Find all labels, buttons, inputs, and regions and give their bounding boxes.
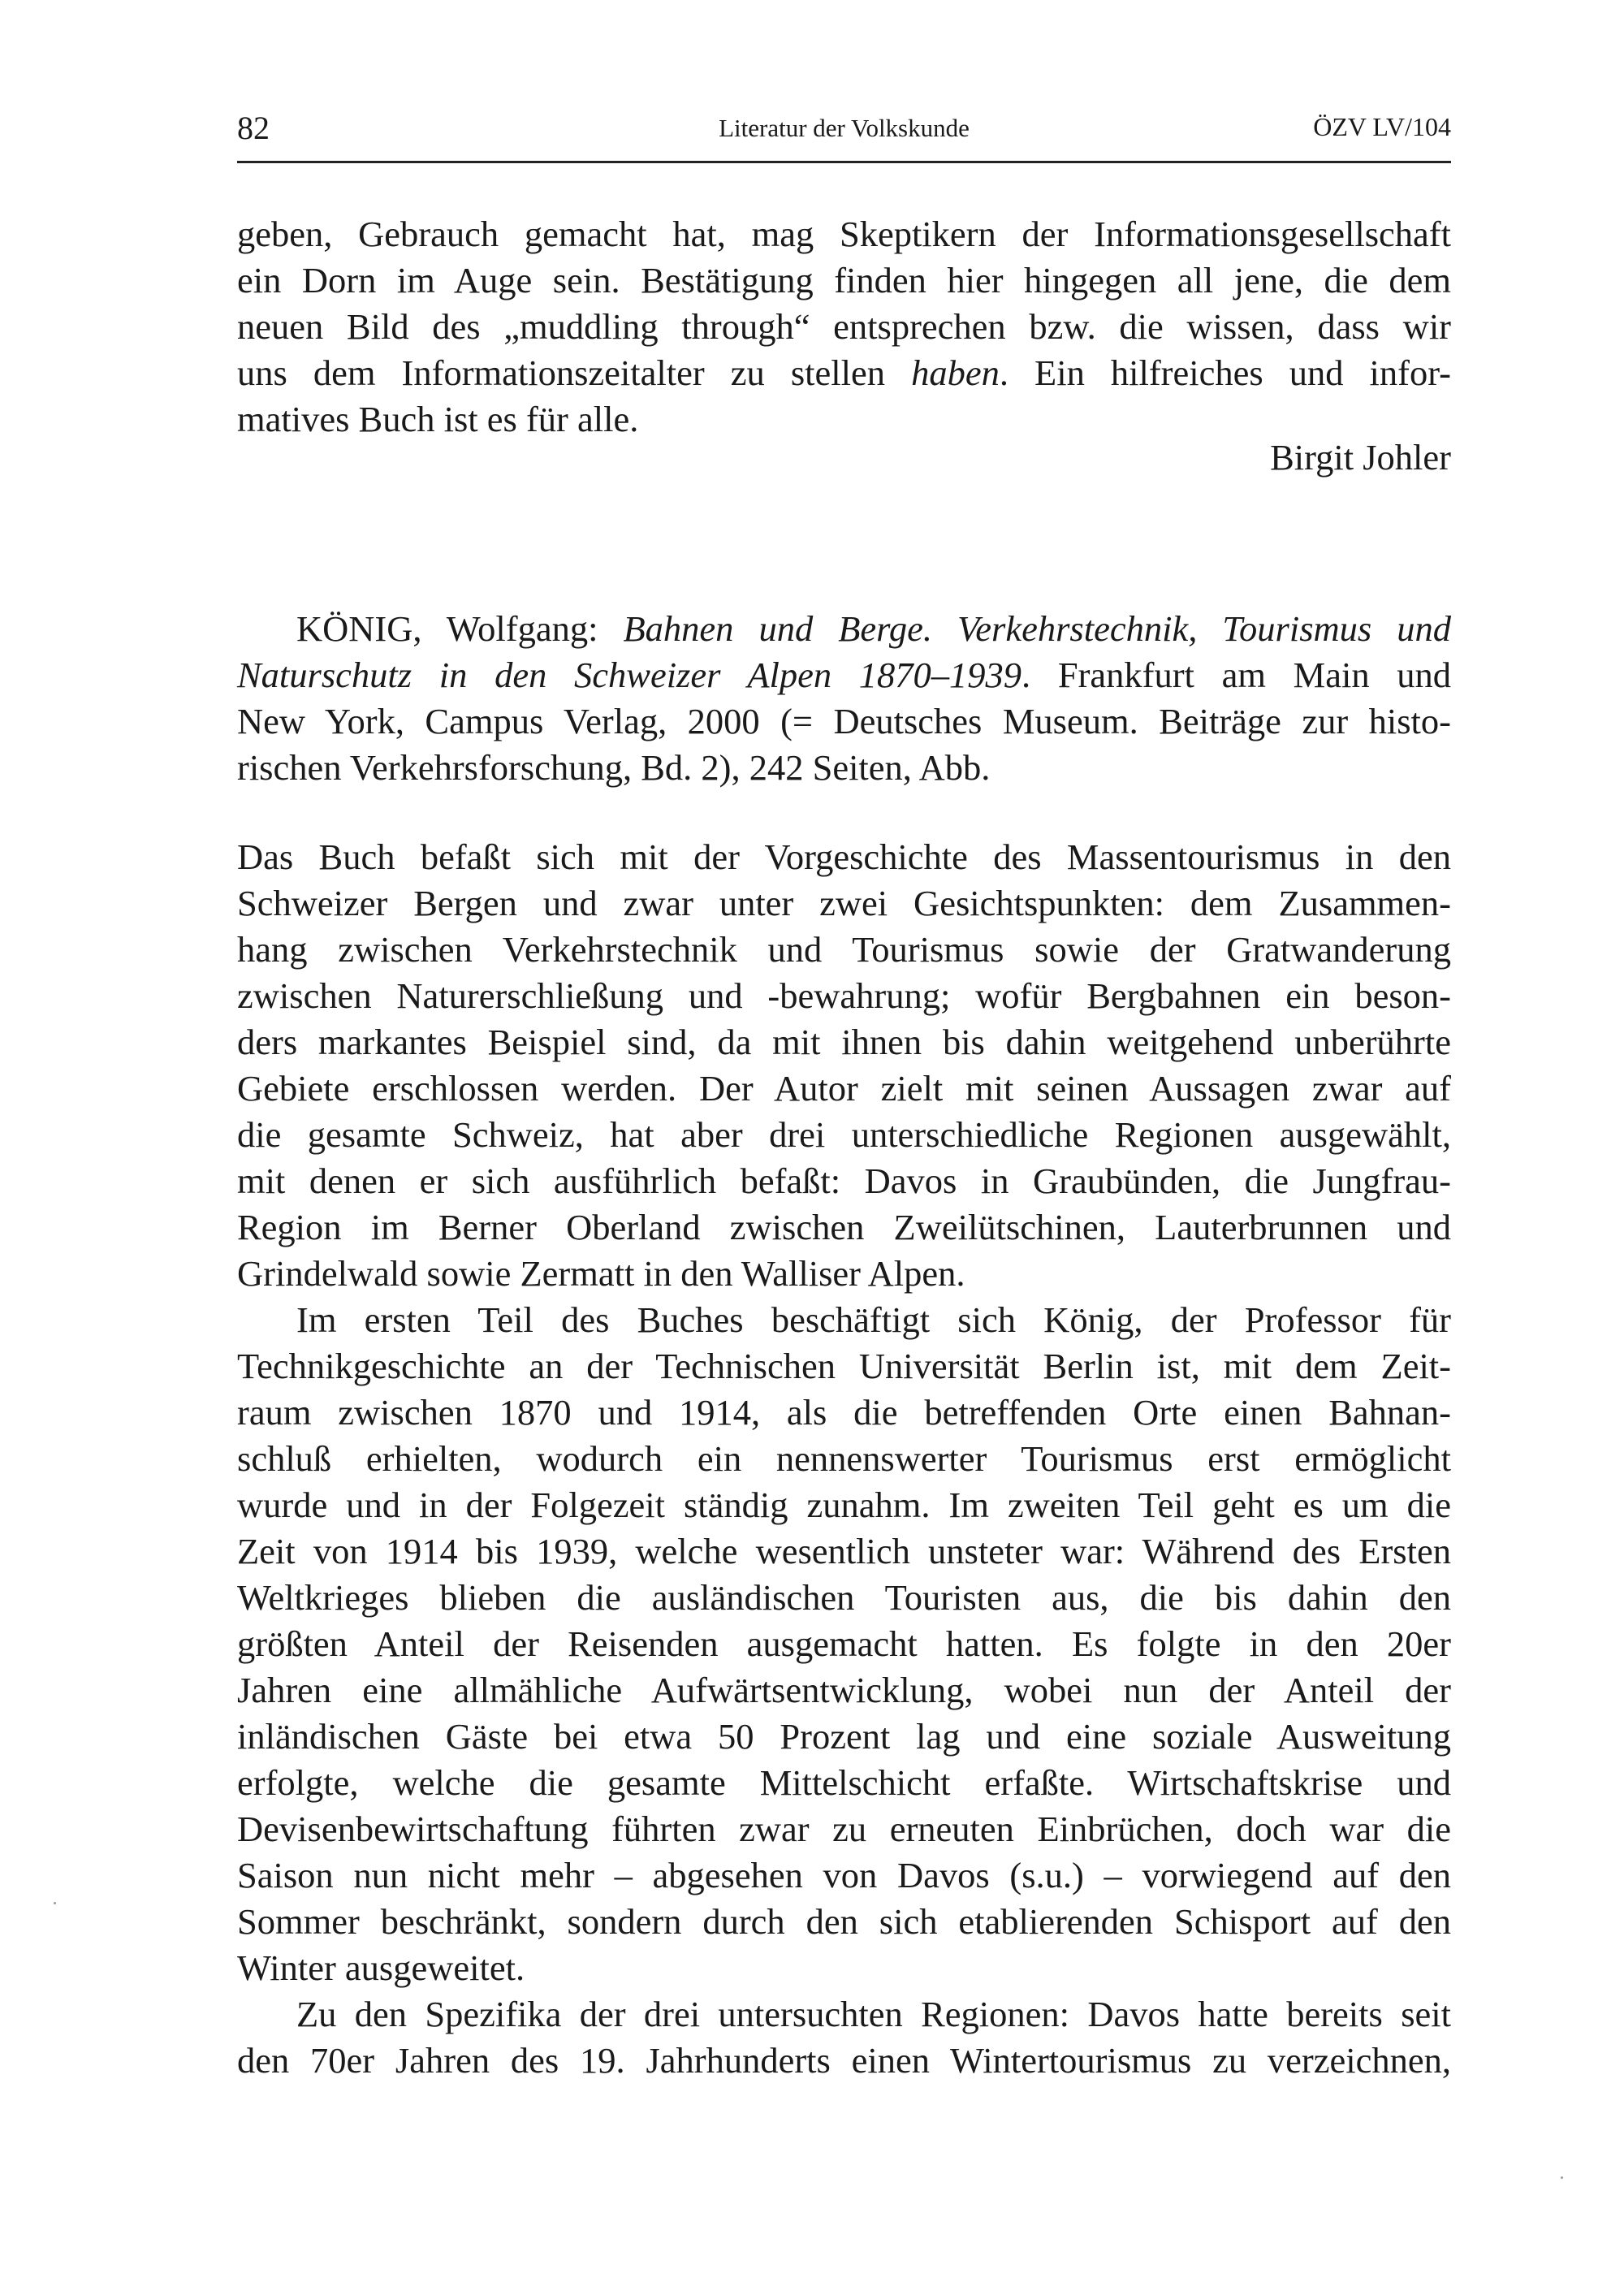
header-rule [237, 161, 1451, 163]
body-line: wurde und in der Folgezeit ständig zunahm. Im zweiten Teil geht es um die [237, 1485, 1451, 1525]
body-line: zwischen Naturerschließung und -bewahrung; wofür Bergbahnen ein beson- [237, 975, 1451, 1016]
body-line: ders markantes Beispiel sind, da mit ihnen bis dahin weitgehend unberührte [237, 1022, 1451, 1062]
body-line: Grindelwald sowie Zermatt in den Walliser Alpen. [237, 1253, 965, 1294]
body-line: inländischen Gäste bei etwa 50 Prozent lag und eine soziale Ausweitung [237, 1716, 1451, 1757]
body-line: Das Buch befaßt sich mit der Vorgeschichte des Massentourismus in den [237, 836, 1451, 877]
body-line: erfolgte, welche die gesamte Mittelschicht erfaßte. Wirtschaftskrise und [237, 1762, 1451, 1803]
body-line: Schweizer Bergen und zwar unter zwei Gesichtspunkten: dem Zusammen- [237, 883, 1451, 923]
previous-review-line: geben, Gebrauch gemacht hat, mag Skeptikern der Informationsgesellschaft [237, 214, 1451, 254]
scan-speck [54, 1902, 56, 1904]
running-header [237, 104, 1451, 161]
body-line: Gebiete erschlossen werden. Der Autor zielt mit seinen Aussagen zwar auf [237, 1068, 1451, 1109]
journal-issue: ÖZV LV/104 [1313, 112, 1451, 141]
emphasis: haben [911, 352, 1000, 393]
body-line: Sommer beschränkt, sondern durch den sich etablierenden Schisport auf den [237, 1901, 1451, 1942]
body-line: den 70er Jahren des 19. Jahrhunderts einen Wintertourismus zu verzeichnen, [237, 2040, 1451, 2081]
body-line: Technikgeschichte an der Technischen Universität Berlin ist, mit dem Zeit- [237, 1346, 1451, 1386]
citation-line [296, 607, 1451, 650]
body-line: mit denen er sich ausführlich befaßt: Davos in Graubünden, die Jungfrau- [237, 1160, 1451, 1201]
citation-line: New York, Campus Verlag, 2000 (= Deutsches Museum. Beiträge zur histo- [237, 701, 1451, 741]
body-line: Im ersten Teil des Buches beschäftigt sich König, der Professor für [296, 1299, 1451, 1340]
body-line: Devisenbewirtschaftung führten zwar zu erneuten Einbrüchen, doch war die [237, 1809, 1451, 1849]
journal-section-title: Literatur der Volkskunde [719, 114, 970, 142]
body-line: schluß erhielten, wodurch ein nennenswerter Tourismus erst ermöglicht [237, 1438, 1451, 1479]
body-line: Zu den Spezifika der drei untersuchten Regionen: Davos hatte bereits seit [296, 1994, 1451, 2034]
scan-speck [1561, 2176, 1563, 2179]
previous-review-line: ein Dorn im Auge sein. Bestätigung finden hier hingegen all jene, die dem [237, 260, 1451, 300]
body-line: Zeit von 1914 bis 1939, welche wesentlich unsteter war: Während des Ersten [237, 1531, 1451, 1571]
body-line: Jahren eine allmähliche Aufwärtsentwicklung, wobei nun der Anteil der [237, 1670, 1451, 1710]
reviewer-signature: Birgit Johler [1270, 437, 1451, 478]
body-line: größten Anteil der Reisenden ausgemacht hatten. Es folgte in den 20er [237, 1623, 1451, 1664]
citation-title: Naturschutz in den Schweizer Alpen 1870–1939 [237, 655, 1022, 695]
previous-review-line: uns dem Informationszeitalter zu stellen haben. Ein hilfreiches und infor- [237, 352, 1451, 393]
body-line: raum zwischen 1870 und 1914, als die betreffenden Orte einen Bahnan- [237, 1392, 1451, 1433]
citation-line: Naturschutz in den Schweizer Alpen 1870–1939. Frankfurt am Main und [237, 655, 1451, 695]
citation-title: Bahnen und Berge. Verkehrstechnik, Tourismus und [623, 608, 1452, 649]
previous-review-line: matives Buch ist es für alle. [237, 399, 639, 439]
body-line: Saison nun nicht mehr – abgesehen von Davos (s.u.) – vorwiegend auf den [237, 1855, 1451, 1895]
body-line: hang zwischen Verkehrstechnik und Tourismus sowie der Gratwanderung [237, 929, 1451, 970]
body-line: die gesamte Schweiz, hat aber drei unterschiedliche Regionen ausgewählt, [237, 1114, 1451, 1155]
body-line: Winter ausgeweitet. [237, 1947, 525, 1988]
citation-line: rischen Verkehrsforschung, Bd. 2), 242 Seiten, Abb. [237, 747, 991, 788]
citation-author: KÖNIG, Wolfgang: [296, 608, 624, 649]
body-line: Region im Berner Oberland zwischen Zweilütschinen, Lauterbrunnen und [237, 1207, 1451, 1247]
previous-review-line: neuen Bild des „muddling through“ entsprechen bzw. die wissen, dass wir [237, 306, 1451, 347]
body-line: Weltkrieges blieben die ausländischen Touristen aus, die bis dahin den [237, 1577, 1451, 1618]
page-number: 82 [237, 110, 270, 146]
